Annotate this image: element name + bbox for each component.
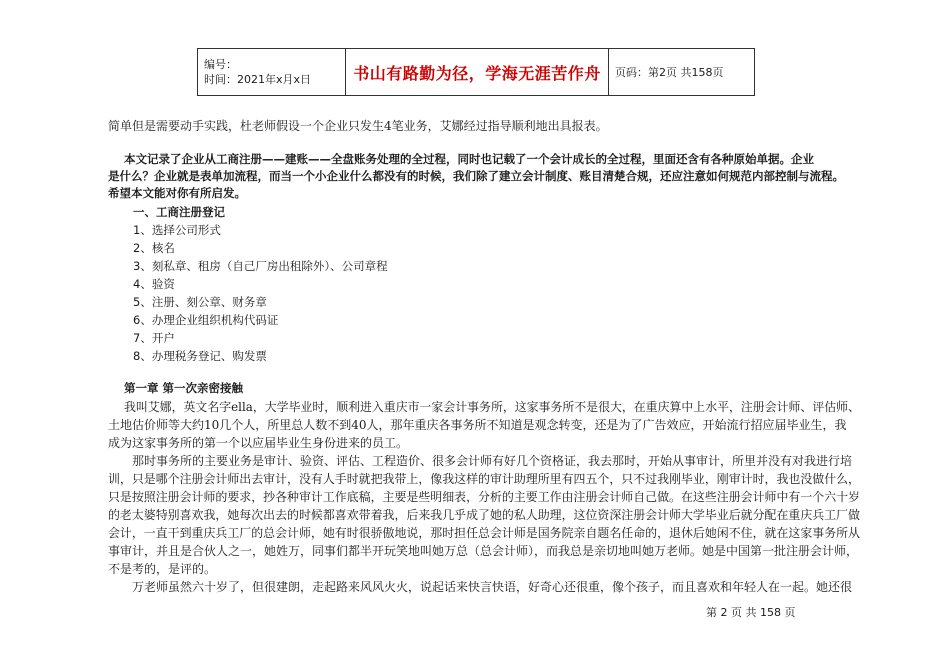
body-text-line: 万老师虽然六十岁了，但很建朗，走起路来风风火火，说起话来快言快语，好奇心还很重，像个孩子，而且喜欢和年轻人在一起。她还很 bbox=[108, 580, 853, 594]
section-title: 一、工商注册登记 bbox=[133, 205, 225, 219]
header-page-label: 页码：第2页 共158页 bbox=[609, 49, 755, 96]
doc-time-label: 时间：2021年x月x日 bbox=[204, 73, 312, 86]
list-item: 5、注册、刻公章、财务章 bbox=[133, 295, 267, 309]
intro-paragraph: 简单但是需要动手实践，杜老师假设一个企业只发生4笔业务，艾娜经过指导顺利地出具报表。 bbox=[108, 119, 608, 133]
body-text-line: 会计，一直干到重庆兵工厂的总会计师，她有时很骄傲地说，那时担任总会计师是国务院亲自题名任命的，退休后她闲不住，就在这家事务所从 bbox=[108, 526, 861, 540]
body-text-line: 土地估价师等大约10几个人，所里总人数不到40人，那年重庆各事务所不知道是观念转变，还是为了广告效应，开始流行招应届毕业生，我 bbox=[108, 418, 847, 432]
header-meta-cell bbox=[198, 49, 346, 96]
list-item: 6、办理企业组织机构代码证 bbox=[133, 313, 279, 327]
list-item: 8、办理税务登记、购发票 bbox=[133, 349, 267, 363]
body-text-line: 事审计，并且是合伙人之一，她姓万，同事们都半开玩笑地叫她万总（总会计师），而我总是亲切地叫她万老师。她是中国第一批注册会计师， bbox=[108, 544, 859, 558]
page-header-table bbox=[197, 48, 755, 96]
summary-line: 是什么？企业就是表单加流程，而当一个小企业什么都没有的时候，我们除了建立会计制度、账目清楚合规，还应注意如何规范内部控制与流程。 bbox=[108, 169, 844, 183]
body-text-line: 成为这家事务所的第一个以应届毕业生身份进来的员工。 bbox=[108, 436, 409, 450]
header-motto: 书山有路勤为径，学海无涯苦作舟 bbox=[346, 49, 609, 96]
list-item: 3、刻私章、租房（自己厂房出租除外）、公司章程 bbox=[133, 259, 388, 273]
body-text-line: 我叫艾娜，英文名字ella，大学毕业时，顺利进入重庆市一家会计事务所，这家事务所不是很大，在重庆算中上水平，注册会计师、评估师、 bbox=[124, 400, 860, 414]
body-text-line: 训，只是哪个注册会计师出去审计，没有人手时就把我带上，像我这样的审计助理所里有四五个，只不过我刚毕业，刚审计时，我也没做什么， bbox=[108, 472, 861, 486]
page-footer: 第 2 页 共 158 页 bbox=[706, 606, 796, 619]
body-text-line: 不是考的，是评的。 bbox=[108, 562, 217, 576]
body-text-line: 的老太婆特别喜欢我，她每次出去的时候都喜欢带着我，后来我几乎成了她的私人助理，这位资深注册会计师大学毕业后就分配在重庆兵工厂做 bbox=[108, 508, 861, 522]
list-item: 4、验资 bbox=[133, 277, 175, 291]
doc-number-label: 编号： bbox=[204, 58, 237, 71]
list-item: 7、开户 bbox=[133, 331, 175, 345]
summary-line: 希望本文能对你有所启发。 bbox=[108, 186, 246, 200]
list-item: 1、选择公司形式 bbox=[133, 223, 221, 237]
summary-line: 本文记录了企业从工商注册——建账——全盘账务处理的全过程，同时也记载了一个会计成长的全过程，里面还含有各种原始单据。企业 bbox=[124, 152, 814, 166]
chapter-title: 第一章 第一次亲密接触 bbox=[124, 381, 244, 395]
body-text-line: 只是按照注册会计师的要求，抄各种审计工作底稿，主要是些明细表，分析的主要工作由注册会计师自己做。在这些注册会计师中有一个六十岁 bbox=[108, 490, 861, 504]
body-text-line: 那时事务所的主要业务是审计、验资、评估、工程造价、很多会计师有好几个资格证，我去那时，开始从事审计，所里并没有对我进行培 bbox=[108, 454, 853, 468]
list-item: 2、核名 bbox=[133, 241, 175, 255]
